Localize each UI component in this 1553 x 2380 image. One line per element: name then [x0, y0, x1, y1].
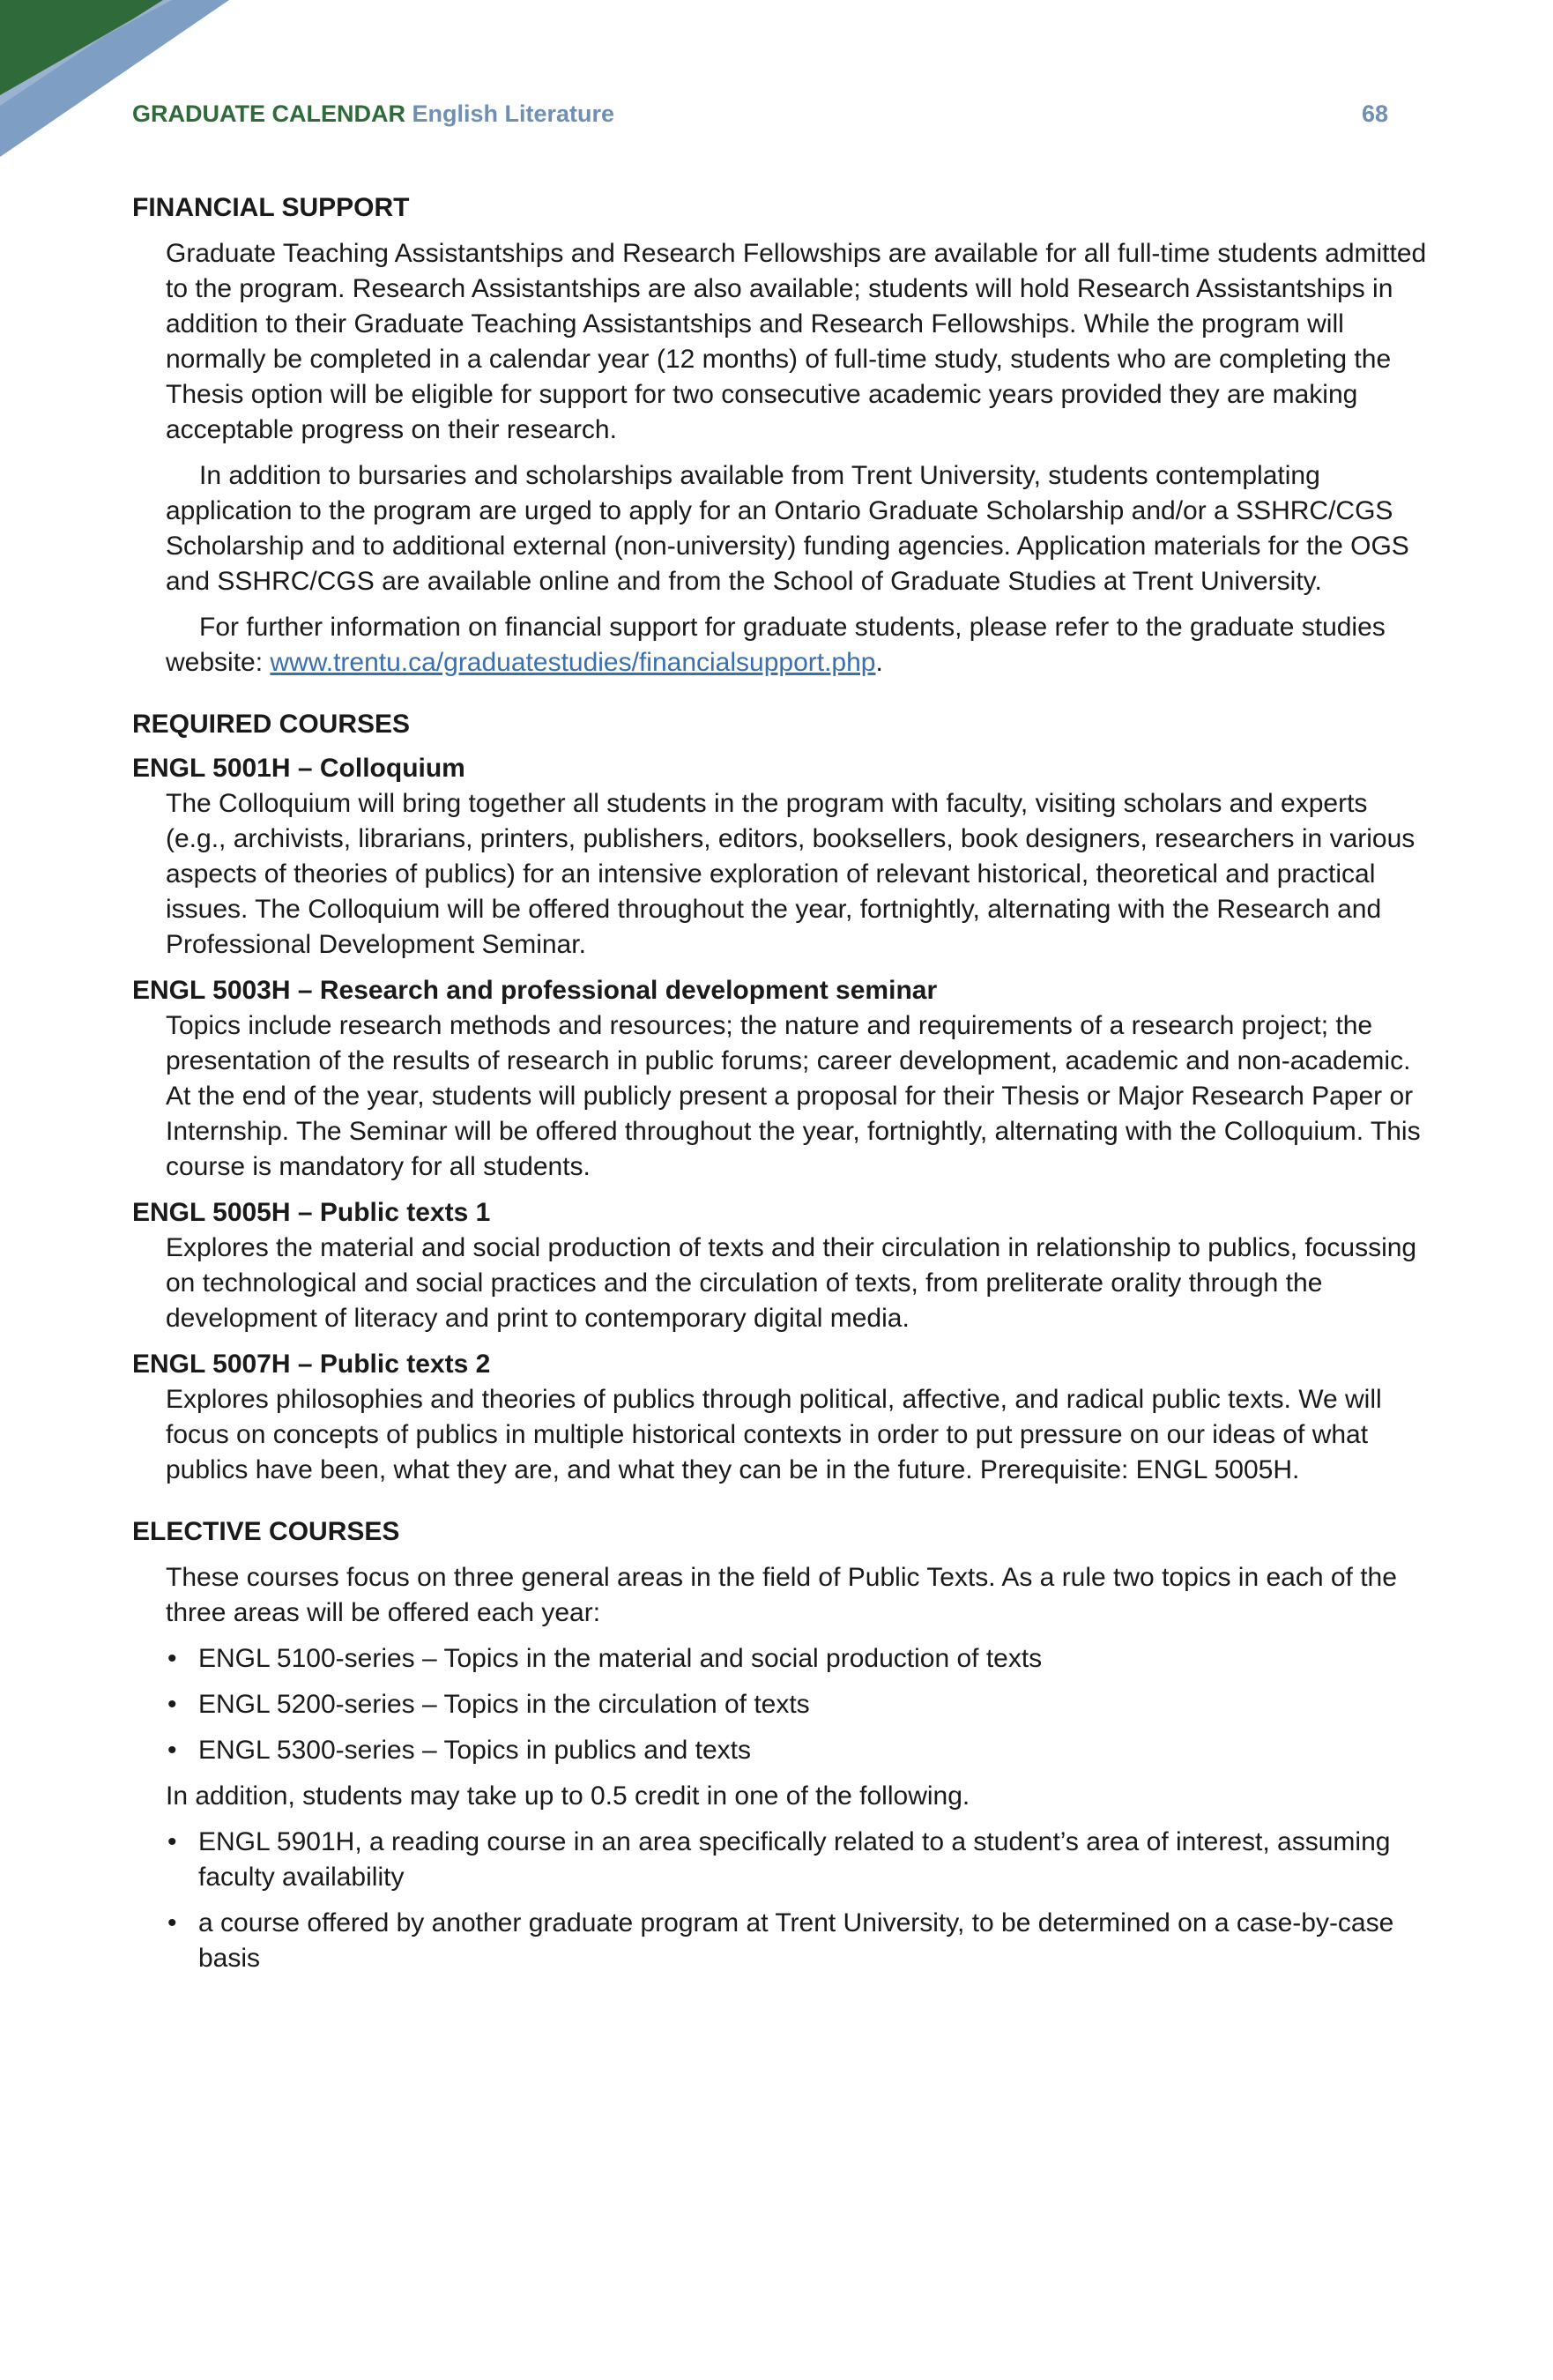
- list-item: [167, 1906, 1428, 1976]
- bullet: •: [167, 1827, 177, 1856]
- course-title: ENGL 5001H – Colloquium: [132, 754, 465, 783]
- list-item: [167, 1825, 1428, 1895]
- bullet: •: [167, 1908, 177, 1937]
- financial-support-heading: FINANCIAL SUPPORT: [132, 193, 410, 222]
- page-header: [132, 100, 1388, 136]
- bullet: •: [167, 1644, 177, 1673]
- course-title: ENGL 5005H – Public texts 1: [132, 1198, 491, 1227]
- financial-paragraph-1: Graduate Teaching Assistantships and Research Fellowships are available for all full-time students admitted to the program. Research Assistantships are also available; students will hold Research Assistantships in addition to their Graduate Teaching Assistantships and Research Fellowships. While the program will normally be completed in a calendar year (12 months) of full-time study, students who are completing the Thesis option will be eligible for support for two consecutive academic years provided they are making acceptable progress on their research.: [166, 239, 1427, 444]
- course-title: ENGL 5007H – Public texts 2: [132, 1350, 491, 1379]
- list-item-text: ENGL 5300-series – Topics in publics and texts: [198, 1736, 751, 1765]
- financial-paragraph-3-text: For further information on financial support for graduate students, please refer to the graduate studies website:: [166, 613, 1386, 677]
- course-description: Topics include research methods and resources; the nature and requirements of a research project; the presentation of the results of research in public forums; career development, academic and non-academic. At the end of the year, students will publicly present a proposal for their Thesis or Major Research Paper or Internship. The Seminar will be offered throughout the year, fortnightly, alternating with the Colloquium. This course is mandatory for all students.: [166, 1011, 1421, 1181]
- financial-support-link[interactable]: www.trentu.ca/graduatestudies/financialsupport.php: [270, 648, 876, 677]
- bullet: •: [167, 1736, 177, 1765]
- elective-courses-heading: ELECTIVE COURSES: [132, 1517, 400, 1546]
- header-subject: English Literature: [412, 100, 615, 127]
- financial-paragraph-3: [166, 610, 1428, 681]
- page-content: [132, 190, 1428, 1976]
- options-list: [132, 1825, 1428, 1976]
- bullet: •: [167, 1690, 177, 1719]
- elective-intro: These courses focus on three general areas in the field of Public Texts. As a rule two topics in each of the three areas will be offered each year:: [166, 1563, 1397, 1627]
- list-item-text: ENGL 5100-series – Topics in the material and social production of texts: [198, 1644, 1043, 1673]
- financial-paragraph-3-end: .: [875, 648, 883, 677]
- series-list: [132, 1641, 1428, 1768]
- list-item-text: a course offered by another graduate program at Trent University, to be determined on a case-by-case basis: [198, 1908, 1394, 1973]
- financial-paragraph-2: In addition to bursaries and scholarships available from Trent University, students contemplating application to the program are urged to apply for an Ontario Graduate Scholarship and/or a SSHRC/CGS Scholarship and to additional external (non-university) funding agencies. Application materials for the OGS and SSHRC/CGS are available online and from the School of Graduate Studies at Trent University.: [166, 461, 1409, 596]
- course-description: Explores the material and social production of texts and their circulation in relationship to publics, focussing on technological and social practices and the circulation of texts, from preliterate orality through the development of literacy and print to contemporary digital media.: [166, 1233, 1417, 1333]
- course-description: The Colloquium will bring together all students in the program with faculty, visiting scholars and experts (e.g., archivists, librarians, printers, publishers, editors, booksellers, book designers, researchers in various aspects of theories of publics) for an intensive exploration of relevant historical, theoretical and practical issues. The Colloquium will be offered throughout the year, fortnightly, alternating with the Research and Professional Development Seminar.: [166, 789, 1416, 959]
- list-item: [167, 1641, 1428, 1677]
- list-item: [167, 1687, 1428, 1722]
- list-item-text: ENGL 5200-series – Topics in the circulation of texts: [198, 1690, 810, 1719]
- header-calendar: GRADUATE CALENDAR: [132, 100, 405, 127]
- required-courses-heading: REQUIRED COURSES: [132, 710, 411, 739]
- course-title: ENGL 5003H – Research and professional development seminar: [132, 976, 938, 1005]
- course-description: Explores philosophies and theories of publics through political, affective, and radical public texts. We will focus on concepts of publics in multiple historical contexts in order to put pressure on our ideas of what publics have been, what they are, and what they can be in the future. Prerequisite: ENGL 5005H.: [166, 1385, 1382, 1484]
- list-item: [167, 1733, 1428, 1768]
- elective-addition: In addition, students may take up to 0.5 credit in one of the following.: [166, 1781, 970, 1811]
- page-number: 68: [1361, 100, 1388, 127]
- list-item-text: ENGL 5901H, a reading course in an area specifically related to a student’s area of interest, assuming faculty availability: [198, 1827, 1391, 1892]
